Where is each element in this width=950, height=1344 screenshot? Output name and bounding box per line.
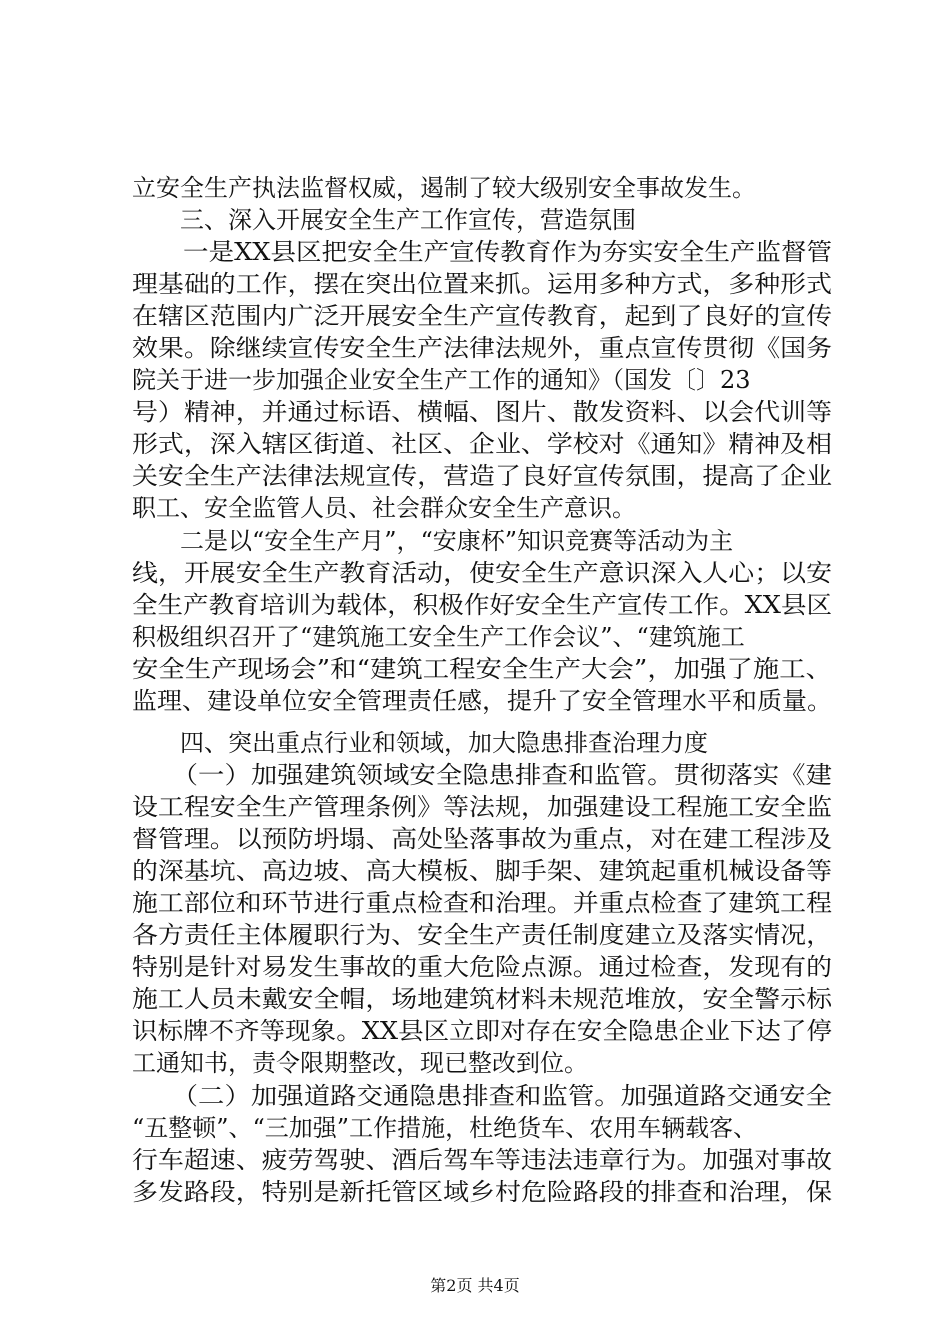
- text-line: 积极组织召开了“建筑施工安全生产工作会议”、“建筑施工: [132, 623, 745, 651]
- text-line: 识标牌不齐等现象。XX县区立即对存在安全隐患企业下达了停: [132, 1017, 832, 1045]
- text-line: 在辖区范围内广泛开展安全生产宣传教育，起到了良好的宣传: [132, 302, 832, 330]
- text-line: （二）加强道路交通隐患排查和监管。加强道路交通安全: [132, 1082, 832, 1110]
- text-line: 安全生产现场会”和“建筑工程安全生产大会”，加强了施工、: [132, 655, 832, 683]
- text-line: 设工程安全生产管理条例》等法规，加强建设工程施工安全监: [132, 793, 832, 821]
- text-line: “五整顿”、“三加强”工作措施，杜绝货车、农用车辆载客、: [132, 1114, 758, 1142]
- text-line: 的深基坑、高边坡、高大模板、脚手架、建筑起重机械设备等: [132, 857, 832, 885]
- text-line: 线，开展安全生产教育活动，使安全生产意识深入人心；以安: [132, 559, 832, 587]
- text-line: 立安全生产执法监督权威，遏制了较大级别安全事故发生。: [132, 174, 756, 202]
- text-line: 督管理。以预防坍塌、高处坠落事故为重点，对在建工程涉及: [132, 825, 832, 853]
- text-line: 行车超速、疲劳驾驶、酒后驾车等违法违章行为。加强对事故: [132, 1146, 832, 1174]
- text-line: 全生产教育培训为载体，积极作好安全生产宣传工作。XX县区: [132, 591, 832, 619]
- text-line: 监理、建设单位安全管理责任感，提升了安全管理水平和质量。: [132, 687, 832, 715]
- text-line: 各方责任主体履职行为、安全生产责任制度建立及落实情况，: [132, 921, 832, 949]
- text-line: 多发路段，特别是新托管区域乡村危险路段的排查和治理，保: [132, 1178, 832, 1206]
- text-line: 一是XX县区把安全生产宣传教育作为夯实安全生产监督管: [132, 238, 832, 266]
- text-line: 职工、安全监管人员、社会群众安全生产意识。: [132, 494, 636, 522]
- page-number-footer: 第2页 共4页: [430, 1276, 520, 1295]
- section-heading: 三、深入开展安全生产工作宣传，营造氛围: [132, 206, 636, 234]
- text-line: 形式，深入辖区街道、社区、企业、学校对《通知》精神及相: [132, 430, 832, 458]
- text-line: 关安全生产法律法规宣传，营造了良好宣传氛围，提高了企业: [132, 462, 832, 490]
- text-line: 院关于进一步加强企业安全生产工作的通知》（国发〔〕23: [132, 366, 751, 394]
- text-line: 理基础的工作，摆在突出位置来抓。运用多种方式，多种形式: [132, 270, 832, 298]
- text-line: 二是以“安全生产月”，“安康杯”知识竞赛等活动为主: [132, 527, 734, 555]
- text-line: 工通知书，责令限期整改，现已整改到位。: [132, 1049, 588, 1077]
- text-line: 号）精神，并通过标语、横幅、图片、散发资料、以会代训等: [132, 398, 832, 426]
- section-heading: 四、突出重点行业和领域，加大隐患排查治理力度: [132, 729, 708, 757]
- text-line: 施工部位和环节进行重点检查和治理。并重点检查了建筑工程: [132, 889, 832, 917]
- text-line: 施工人员未戴安全帽，场地建筑材料未规范堆放，安全警示标: [132, 985, 832, 1013]
- text-line: 特别是针对易发生事故的重大危险点源。通过检查，发现有的: [132, 953, 832, 981]
- text-line: 效果。除继续宣传安全生产法律法规外，重点宣传贯彻《国务: [132, 334, 832, 362]
- text-line: （一）加强建筑领域安全隐患排查和监管。贯彻落实《建: [132, 761, 832, 789]
